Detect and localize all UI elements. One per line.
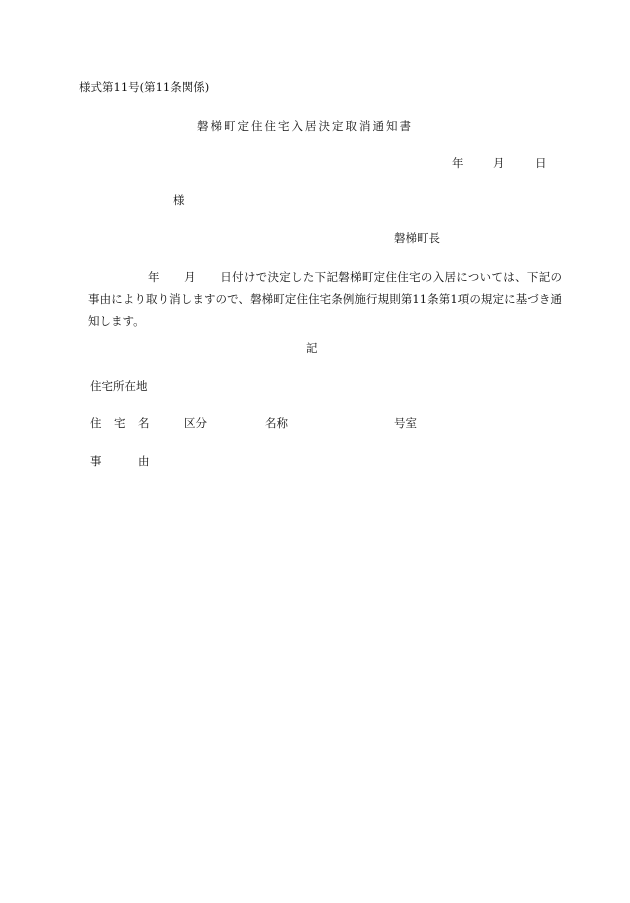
- reason-label-2: 由: [138, 454, 150, 468]
- name-label: 名称: [265, 416, 288, 430]
- ki-heading: 記: [306, 341, 318, 355]
- date-year: 年: [452, 156, 464, 170]
- form-number: 様式第11号(第11条関係): [79, 80, 210, 94]
- housing-name-label-2: 宅: [114, 416, 126, 430]
- housing-name-label-1: 住: [90, 416, 102, 430]
- addressee-suffix: 様: [173, 193, 185, 207]
- body-paragraph: [88, 266, 562, 332]
- date-month: 月: [493, 156, 505, 170]
- document-title: 磐梯町定住住宅入居決定取消通知書: [197, 119, 413, 133]
- body-text: 日付けで決定した下記磐梯町定住住宅の入居については、下記の事由により取り消しますので、磐梯町定住住宅条例施行規則第11条第1項の規定に基づき通知します。: [88, 270, 562, 328]
- body-month: 月: [183, 270, 196, 284]
- category-label: 区分: [184, 416, 207, 430]
- body-year: 年: [148, 270, 160, 284]
- issuer-name: 磐梯町長: [394, 231, 440, 245]
- reason-label-1: 事: [90, 454, 102, 468]
- housing-name-label-3: 名: [138, 416, 150, 430]
- location-label: 住宅所在地: [90, 379, 148, 393]
- room-label: 号室: [394, 416, 417, 430]
- date-day: 日: [535, 156, 547, 170]
